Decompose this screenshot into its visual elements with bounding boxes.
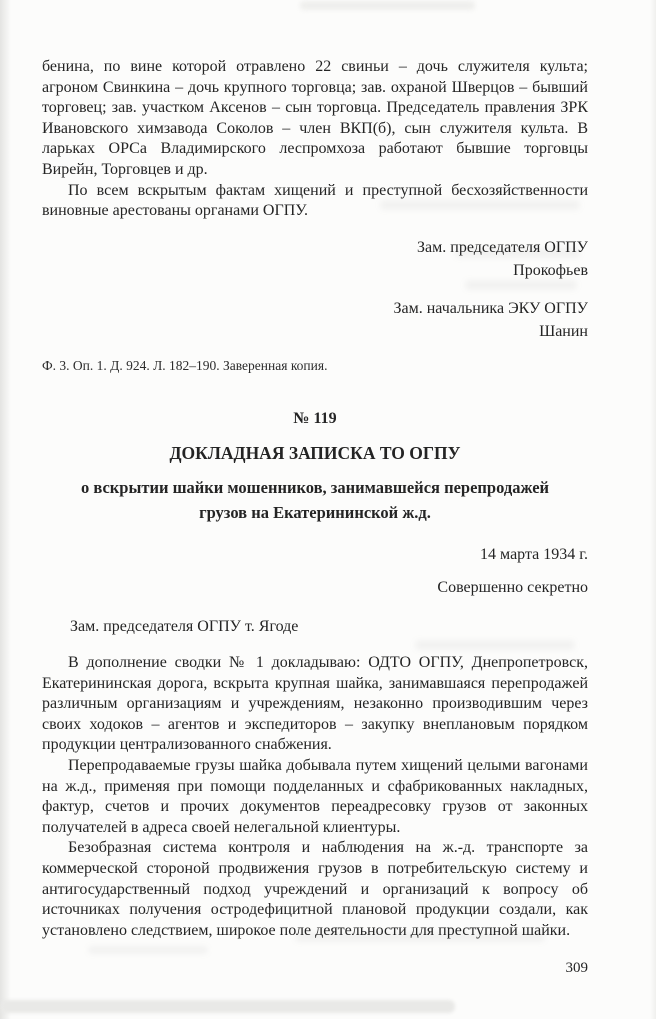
document-date: 14 марта 1934 г.	[480, 546, 588, 563]
signature-name: Прокофьев	[513, 262, 588, 279]
body-paragraph: В дополнение сводки № 1 докладываю: ОДТО ОГПУ, Днепропетровск, Екатерининская дорога, вскрыта крупная шайка, занимавшаяся перепродажей различным организациям и учреждениям, незаконно производившим через своих ходоков – агентов и экспедиторов – закупку внеплановым порядком продукции централизованного снабжения.	[42, 654, 588, 754]
signature-block	[42, 236, 588, 282]
classification-stamp: Совершенно секретно	[437, 579, 588, 596]
document-number: № 119	[293, 410, 337, 427]
previous-document-tail	[42, 57, 588, 222]
body-paragraph: Перепродаваемые грузы шайка добывала путем хищений целыми вагонами на ж.д., применяя при помощи подделанных и сфабрикованных накладных, фактур, счетов и прочих документов переадресовку грузов от законных получателей в адреса своей нелегальной клиентуры.	[42, 756, 588, 836]
document-title: ДОКЛАДНАЯ ЗАПИСКА ТО ОГПУ	[169, 443, 461, 463]
document-subtitle	[42, 475, 588, 525]
bleed-through-ghost	[415, 640, 575, 650]
top-scan-smudge	[300, 1, 475, 10]
page-number: 309	[565, 960, 588, 976]
signature-block	[42, 297, 588, 343]
addressee-text: Зам. председателя ОГПУ т. Ягоде	[70, 618, 299, 635]
paragraph-continuation: бенина, по вине которой отравлено 22 свиньи – дочь служителя культа; агроном Свинкина – дочь крупного торговца; зав. охраной Шверцов – бывший торговец; зав. участком Аксенов – сын торговца. Председатель правления ЗРК Ивановского химзавода Соколов – член ВКП(б), сын служителя культа. В ларьках ОРСа Владимирского леспромхоза работают бывшие торговцы Вирейн, Торговцев и др.	[42, 58, 588, 178]
bleed-through-ghost	[88, 946, 208, 954]
signature-title: Зам. начальника ЭКУ ОГПУ	[393, 300, 588, 317]
signature-name: Шанин	[539, 323, 588, 340]
archive-reference: Ф. 3. Оп. 1. Д. 924. Л. 182–190. Заверенная копия.	[42, 358, 328, 373]
bottom-scan-smudge	[0, 1000, 455, 1013]
right-edge-scan-shadow	[650, 0, 656, 1019]
document-body	[42, 653, 588, 941]
left-edge-scan-shadow	[0, 0, 11, 1019]
closing-paragraph: По всем вскрытым фактам хищений и преступной бесхозяйственности виновные арестованы органами ОГПУ.	[42, 181, 588, 220]
signature-title: Зам. председателя ОГПУ	[417, 239, 588, 256]
addressee-line	[42, 618, 588, 636]
body-paragraph: Безобразная система контроля и наблюдения на ж.-д. транспорте за коммерческой стороной продвижения грузов в потребительскую систему и антигосударственный подход учреждений и организаций к вопросу об источниках получения остродефицитной плановой продукции создали, как установлено следствием, широкое поле деятельности для преступной шайки.	[42, 839, 588, 939]
document-subtitle-text: о вскрытии шайки мошенников, занимавшейся перепродажей грузов на Екатерининской ж.д.	[80, 478, 550, 522]
